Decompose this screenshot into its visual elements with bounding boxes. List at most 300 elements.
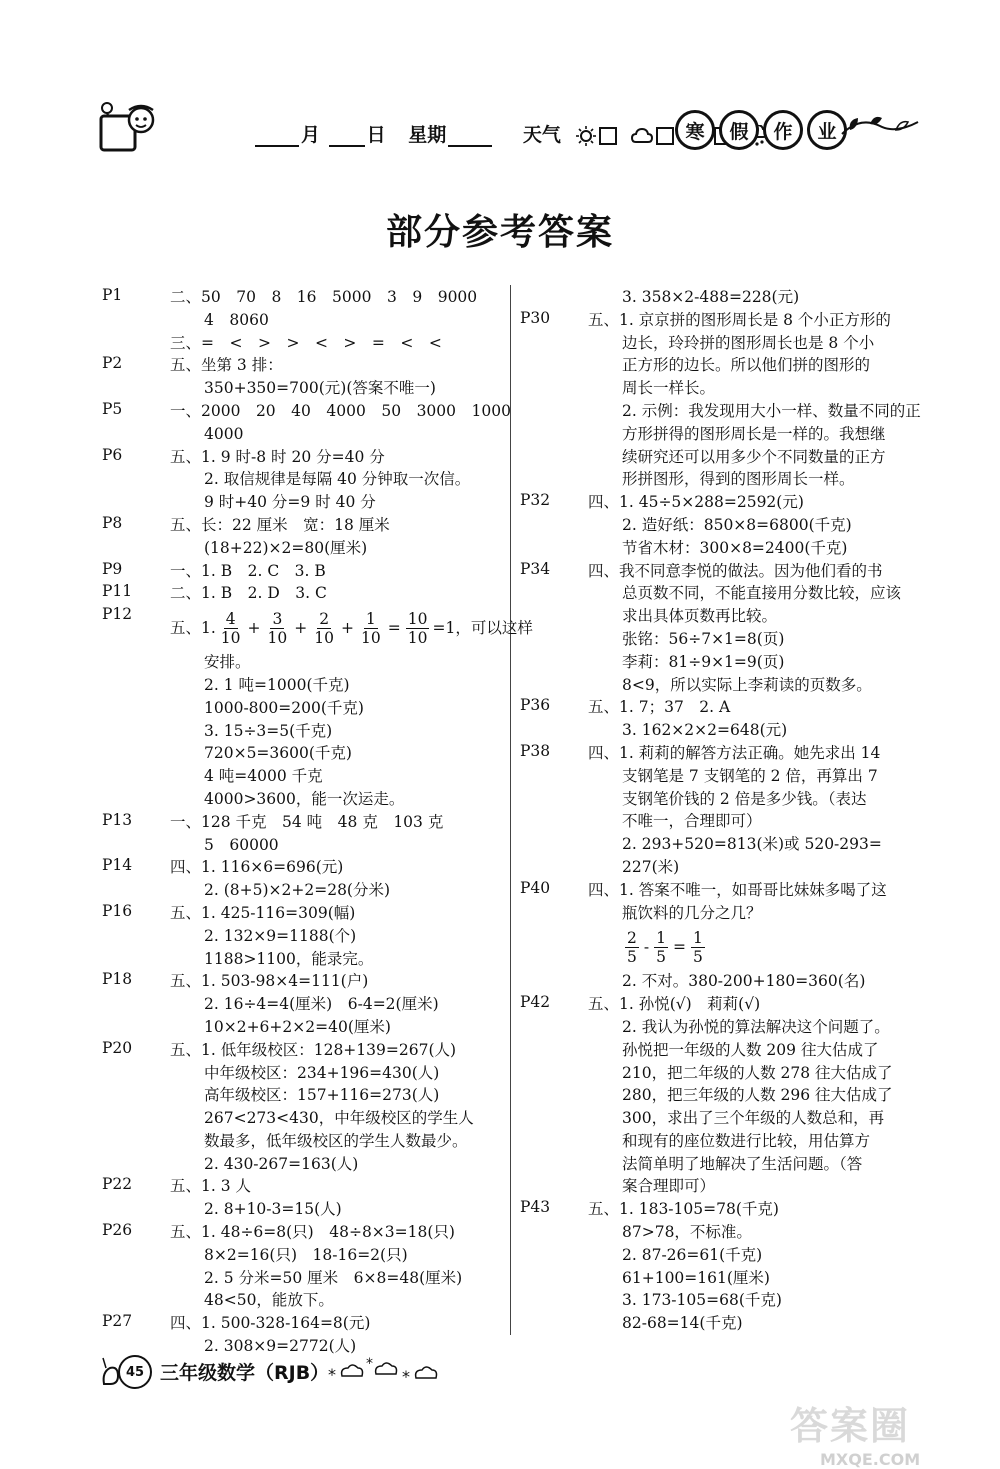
- page-ref: P18: [102, 970, 133, 989]
- answer-text: 五、1. 低年级校区：128+139=267(人): [170, 1040, 457, 1059]
- answer-entry: [102, 399, 511, 446]
- answer-line: [170, 286, 502, 309]
- answer-text: 227(米): [622, 857, 680, 876]
- answer-line: [170, 400, 511, 423]
- answer-line: [588, 560, 920, 583]
- fraction-denominator: 5: [693, 947, 703, 966]
- answer-line: [588, 651, 920, 674]
- answer-lines: [588, 1198, 920, 1335]
- answer-lines: [170, 970, 502, 1038]
- answer-text: 2. 132×9=1188(个): [204, 926, 357, 945]
- fraction-numerator: 4: [225, 609, 236, 628]
- answer-line: [170, 468, 502, 491]
- answer-line: [588, 810, 920, 833]
- answer-lines: [170, 1175, 502, 1221]
- answer-line: [170, 788, 533, 811]
- page-header: [95, 100, 925, 170]
- sunny-checkbox[interactable]: [599, 127, 617, 145]
- answer-text: 4000>3600，能一次运走。: [204, 789, 405, 808]
- answer-line: [588, 1130, 920, 1153]
- answer-line: [588, 332, 921, 355]
- answer-text: 2. 1 吨=1000(千克): [204, 675, 350, 694]
- answer-text: 87>78，不标准。: [622, 1223, 752, 1242]
- answer-line: [588, 605, 920, 628]
- answer-line: [170, 1039, 502, 1062]
- answer-lines: [170, 560, 502, 583]
- answer-lines: [588, 742, 920, 879]
- answer-line: [588, 286, 920, 309]
- answer-line: [588, 742, 920, 765]
- answer-entry: [102, 514, 502, 560]
- fraction-numerator: 1: [693, 928, 703, 947]
- page-ref: [520, 286, 588, 309]
- answer-line: [170, 948, 502, 971]
- answer-text: 2. 430-267=163(人): [204, 1154, 359, 1173]
- page-ref: P12: [102, 605, 133, 624]
- answer-line: [588, 491, 920, 514]
- page-number: 45: [118, 1355, 152, 1389]
- operator: +: [247, 619, 261, 638]
- answer-lines: [588, 286, 920, 309]
- answer-entry: [520, 742, 920, 879]
- page-title: 部分参考答案: [385, 211, 614, 253]
- answer-line: [588, 354, 921, 377]
- answer-text: 五、1. 183-105=78(千克): [588, 1200, 779, 1219]
- answer-line: [170, 1221, 502, 1244]
- answer-entry: [102, 902, 502, 970]
- answer-line: [588, 1016, 920, 1039]
- fraction-numerator: 10: [407, 609, 428, 628]
- answer-line: [170, 1016, 502, 1039]
- answer-lines: [588, 491, 920, 559]
- answer-line: [170, 742, 533, 765]
- answer-text: 2. 87-26=61(千克): [622, 1245, 763, 1264]
- sunny-icon: [576, 125, 596, 147]
- answer-line: [588, 582, 920, 605]
- answer-line: [170, 765, 533, 788]
- fraction-numerator: 2: [627, 928, 637, 947]
- page-ref: P1: [102, 286, 123, 304]
- answer-text: 支钢笔是 7 支钢笔的 2 倍，再算出 7: [622, 766, 878, 785]
- answer-text: 五、1. 425-116=309(幅): [170, 903, 356, 922]
- answer-text: 五、坐第 3 排：: [170, 356, 283, 375]
- answer-text: 四、1. 116×6=696(元): [170, 858, 344, 877]
- answer-text: 五、1. 48÷6=8(只) 48÷8×3=18(只): [170, 1223, 455, 1242]
- answer-text: 61+100=161(厘米): [622, 1268, 770, 1287]
- weather-label: 天气: [522, 124, 561, 146]
- answer-text: 方形拼得的图形周长是一样的。我想继: [622, 424, 886, 443]
- badge-char: 假: [719, 110, 759, 150]
- answer-line: [170, 1175, 502, 1198]
- answer-text: 2. 造好纸：850×8=6800(千克): [622, 515, 852, 534]
- answer-entry: [520, 1198, 920, 1335]
- fraction-numerator: 1: [365, 609, 376, 628]
- answer-line: [170, 902, 502, 925]
- answer-text: 五、1. 京京拼的图形周长是 8 个小正方形的: [588, 310, 891, 329]
- leaf-decoration-icon: [840, 112, 920, 142]
- answer-line: [588, 446, 921, 469]
- answer-text: 五、1. 孙悦(√) 莉莉(√): [588, 995, 761, 1014]
- answer-line: [588, 537, 920, 560]
- answer-line: [170, 697, 533, 720]
- answer-line: [170, 491, 502, 514]
- answer-text: 720×5=3600(千克): [204, 744, 352, 763]
- answer-text: 一、1. B 2. C 3. B: [170, 561, 326, 580]
- answer-line: [588, 1084, 920, 1107]
- answer-lines: [170, 811, 502, 857]
- page-ref: P22: [102, 1175, 133, 1194]
- fraction: [266, 610, 290, 647]
- answer-line: [170, 993, 502, 1016]
- answer-text: 300，求出了三个年级的人数总和，再: [622, 1109, 885, 1128]
- answer-text: 一、2000 20 40 4000 50 3000 1000: [170, 401, 511, 420]
- answer-line: [588, 1107, 920, 1130]
- fraction-denominator: 5: [627, 947, 637, 966]
- answer-text: 48<50，能放下。: [204, 1291, 334, 1310]
- month-label: 月: [301, 124, 321, 146]
- answer-text: 和现有的座位数进行比较，用估算方: [622, 1131, 871, 1150]
- answer-text: 2. 308×9=2772(人): [204, 1337, 357, 1356]
- answer-text: 2. 我认为孙悦的算法解决这个问题了。: [622, 1017, 890, 1036]
- page-ref: P20: [102, 1038, 133, 1057]
- fraction-suffix: =1，可以这样: [432, 619, 533, 638]
- answer-text: 周长一样长。: [622, 379, 716, 398]
- day-label: 日: [366, 124, 386, 146]
- weekday-blank[interactable]: [448, 127, 492, 147]
- answer-text: 高年级校区：157+116=273(人): [204, 1086, 440, 1105]
- cloud-star-decoration-icon: [328, 1356, 458, 1386]
- answer-entry: [520, 309, 920, 491]
- answer-text: 8×2=16(只) 18-16=2(只): [204, 1245, 408, 1264]
- answer-line: [588, 468, 921, 491]
- answer-text: 4 吨=4000 千克: [204, 767, 323, 786]
- answer-line: [588, 879, 920, 902]
- answer-entry: [102, 560, 502, 583]
- answer-line: [170, 1084, 502, 1107]
- answer-line: [588, 788, 920, 811]
- answer-text: 3. 15÷3=5(千克): [204, 721, 333, 740]
- page-ref: P26: [102, 1221, 133, 1240]
- answer-line: [588, 993, 920, 1016]
- answer-entry: [102, 582, 502, 605]
- answer-text: 二、1. B 2. D 3. C: [170, 584, 327, 603]
- answer-text: 三、= < > > < > = < <: [170, 333, 442, 352]
- answer-line: [170, 1130, 502, 1153]
- answer-lines: [588, 560, 920, 697]
- answer-text: 2. 不对。380-200+180=360(名): [622, 972, 866, 991]
- fraction-numerator: 1: [656, 928, 666, 947]
- fraction-line: [588, 924, 920, 970]
- operator: +: [294, 619, 308, 638]
- answer-line: [170, 537, 502, 560]
- snail-icon: [100, 1354, 120, 1390]
- fraction-prefix: 五、1.: [170, 619, 216, 638]
- child-with-sign-icon: [95, 100, 157, 162]
- badge-char: 作: [763, 110, 803, 150]
- page-ref: P36: [520, 696, 551, 715]
- answer-line: [588, 1175, 920, 1198]
- answer-text: 2. (8+5)×2+2=28(分米): [204, 881, 391, 900]
- answer-text: 四、1. 45÷5×288=2592(元): [588, 493, 804, 512]
- answer-text: 5 60000: [204, 835, 279, 854]
- answer-line: [588, 674, 920, 697]
- answer-line: [588, 1039, 920, 1062]
- answer-line: [588, 1153, 920, 1176]
- page-ref: P42: [520, 993, 551, 1012]
- answer-line: [588, 1198, 920, 1221]
- fraction-numerator: 3: [272, 609, 283, 628]
- cloudy-icon: [631, 125, 653, 147]
- answer-line: [170, 1267, 502, 1290]
- answer-line: [588, 902, 920, 925]
- answer-line: [170, 309, 502, 332]
- answer-line: [170, 582, 502, 605]
- answer-text: 3. 173-105=68(千克): [622, 1291, 782, 1310]
- day-blank[interactable]: [329, 127, 365, 147]
- answer-lines: [170, 902, 502, 970]
- answer-line: [170, 1153, 502, 1176]
- answer-text: 267<273<430，中年级校区的学生人: [204, 1109, 474, 1128]
- cloudy-checkbox[interactable]: [656, 127, 674, 145]
- answer-line: [588, 970, 920, 993]
- operator: =: [387, 619, 401, 638]
- fraction: [406, 610, 430, 647]
- answer-text: 3. 358×2-488=228(元): [622, 288, 800, 306]
- answer-entry: [520, 491, 920, 559]
- answer-lines: [588, 309, 921, 491]
- answer-line: [170, 446, 502, 469]
- answer-line: [588, 1244, 920, 1267]
- answer-text: 法简单明了地解决了生活问题。（答: [622, 1154, 863, 1173]
- fraction-denominator: 10: [220, 628, 241, 647]
- page-ref: P9: [102, 559, 123, 578]
- answer-text: 求出具体页数再比较。: [622, 607, 778, 626]
- answer-text: 四、1. 答案不唯一，如哥哥比妹妹多喝了这: [588, 880, 887, 899]
- page-ref: P2: [102, 354, 123, 373]
- answer-line: [170, 377, 502, 400]
- answer-text: 支钢笔价钱的 2 倍是多少钱。（表达: [622, 789, 867, 808]
- answer-text: 8<9，所以实际上李莉读的页数多。: [622, 675, 872, 694]
- svg-text:*: *: [402, 1367, 410, 1386]
- answer-line: [588, 719, 920, 742]
- page-ref: P14: [102, 856, 133, 875]
- answer-text: 四、1. 莉莉的解答方法正确。她先求出 14: [588, 743, 881, 762]
- weekday-label: 星期: [408, 124, 447, 146]
- fraction: [359, 610, 383, 647]
- page-ref: P40: [520, 878, 551, 897]
- month-blank[interactable]: [255, 127, 299, 147]
- answer-line: [170, 856, 502, 879]
- answer-text: 张铭：56÷7×1=8(页): [622, 629, 785, 648]
- watermark-logo: [790, 1395, 990, 1469]
- answer-line: [588, 1062, 920, 1085]
- answer-text: 五、1. 3 人: [170, 1177, 252, 1196]
- fraction: [654, 929, 668, 966]
- answer-entry: [102, 811, 502, 857]
- answer-entry: [102, 1039, 502, 1176]
- page-ref: P6: [102, 445, 123, 464]
- answer-entry: [102, 354, 502, 400]
- answer-line: [588, 377, 921, 400]
- answer-text: 中年级校区：234+196=430(人): [204, 1063, 440, 1082]
- answer-lines: [170, 286, 502, 354]
- fraction-line: [170, 605, 533, 651]
- answer-text: 一、128 千克 54 吨 48 克 103 克: [170, 812, 444, 831]
- page-ref: P38: [520, 741, 551, 760]
- answer-entry: [102, 970, 502, 1038]
- watermark-url: MXQE.COM: [820, 1450, 921, 1469]
- answer-line: [170, 514, 502, 537]
- answer-text: 数最多，低年级校区的学生人数最少。: [204, 1131, 468, 1150]
- page-ref: P16: [102, 901, 133, 920]
- operator: =: [673, 938, 686, 957]
- answer-text: 2. 8+10-3=15(人): [204, 1200, 342, 1219]
- fraction-denominator: 10: [361, 628, 381, 647]
- answers-right-column: [520, 286, 920, 1335]
- answer-line: [588, 423, 921, 446]
- answer-entry: [102, 1221, 502, 1312]
- answer-text: 五、1. 503-98×4=111(户): [170, 972, 369, 991]
- answer-line: [588, 856, 920, 879]
- answer-line: [170, 879, 502, 902]
- answer-text: 3. 162×2×2=648(元): [622, 721, 788, 740]
- answer-text: 280，把三年级的人数 296 往大估成了: [622, 1086, 893, 1105]
- answer-lines: [170, 856, 502, 902]
- answer-line: [170, 811, 502, 834]
- answer-text: 2. 293+520=813(米)或 520-293=: [622, 835, 882, 854]
- answer-text: 210，把二年级的人数 278 往大估成了: [622, 1063, 893, 1082]
- answer-text: 4000: [204, 424, 244, 443]
- page-ref: P13: [102, 810, 133, 829]
- answer-entry: [102, 856, 502, 902]
- answer-text: 1188>1100，能录完。: [204, 949, 374, 968]
- answer-line: [588, 696, 920, 719]
- answer-line: [170, 423, 511, 446]
- answer-line: [170, 1289, 502, 1312]
- answer-text: 四、1. 500-328-164=8(元): [170, 1314, 371, 1333]
- answer-line: [170, 834, 502, 857]
- page-ref: P43: [520, 1198, 551, 1217]
- answer-entry: [102, 1175, 502, 1221]
- answer-line: [170, 1312, 502, 1335]
- fraction-denominator: 10: [407, 628, 428, 647]
- answers-left-column: [102, 286, 533, 1358]
- answer-lines: [170, 446, 502, 514]
- answer-line: [170, 651, 533, 674]
- badge-char: 业: [807, 110, 847, 150]
- answer-text: (18+22)×2=80(厘米): [204, 538, 368, 557]
- answer-lines: [170, 582, 502, 605]
- answer-lines: [170, 1039, 502, 1176]
- answer-line: [588, 309, 921, 332]
- answer-text: 9 时+40 分=9 时 40 分: [204, 493, 376, 512]
- answer-text: 边长，玲玲拼的图形周长也是 8 个小: [622, 333, 875, 352]
- page-ref: P8: [102, 513, 123, 532]
- fraction-denominator: 10: [267, 628, 288, 647]
- answer-entry: [102, 605, 533, 811]
- operator: +: [341, 619, 354, 638]
- answer-line: [170, 332, 502, 355]
- answer-text: 不唯一，合理即可）: [622, 812, 762, 831]
- answer-lines: [170, 514, 502, 560]
- answer-line: [170, 354, 502, 377]
- answer-lines: [170, 400, 511, 446]
- page-ref: P5: [102, 399, 123, 418]
- answer-line: [170, 720, 533, 743]
- answer-text: 节省木材：300×8=2400(千克): [622, 538, 848, 557]
- answer-text: 二、50 70 8 16 5000 3 9 9000: [170, 288, 478, 306]
- answer-line: [588, 1312, 920, 1335]
- fraction-denominator: 10: [314, 628, 334, 647]
- answer-text: 4 8060: [204, 310, 269, 329]
- answer-lines: [588, 879, 920, 993]
- answer-text: 2. 取信规律是每隔 40 分钟取一次信。: [204, 470, 471, 489]
- answer-entry: [520, 879, 920, 993]
- answer-text: 正方形的边长。所以他们拼的图形的: [622, 356, 871, 375]
- answer-text: 2. 16÷4=4(厘米) 6-4=2(厘米): [204, 995, 439, 1014]
- answer-lines: [588, 993, 920, 1198]
- page-ref: P30: [520, 308, 551, 327]
- answer-line: [170, 674, 533, 697]
- answer-line: [588, 1289, 920, 1312]
- watermark-title: 答案圈: [790, 1404, 911, 1448]
- fraction: [691, 929, 705, 966]
- page-footer: [100, 1352, 520, 1392]
- winter-homework-badge: [675, 110, 847, 150]
- page-ref: P32: [520, 491, 551, 510]
- answer-text: 1000-800=200(千克): [204, 698, 364, 717]
- answer-lines: [170, 354, 502, 400]
- answer-lines: [170, 605, 533, 811]
- answer-text: 孙悦把一年级的人数 209 往大估成了: [622, 1040, 879, 1059]
- answer-text: 82-68=14(千克): [622, 1314, 743, 1333]
- badge-char: 寒: [675, 110, 715, 150]
- answer-lines: [588, 696, 920, 742]
- answer-text: 2. 5 分米=50 厘米 6×8=48(厘米): [204, 1268, 463, 1287]
- answer-line: [588, 833, 920, 856]
- page-ref: P11: [102, 582, 133, 601]
- page-ref: P34: [520, 559, 551, 578]
- subject-label: 三年级数学（RJB）: [160, 1362, 330, 1384]
- answer-line: [170, 970, 502, 993]
- answer-text: 李莉：81÷9×1=9(页): [622, 652, 785, 671]
- answer-entry: [102, 286, 502, 354]
- answer-line: [588, 1267, 920, 1290]
- answer-entry: [520, 696, 920, 742]
- answer-text: 形拼图形，得到的图形周长一样。: [622, 470, 855, 489]
- operator: -: [643, 938, 650, 957]
- fraction-denominator: 5: [656, 947, 666, 966]
- fraction: [625, 929, 639, 966]
- answer-text: 四、我不同意李悦的做法。因为他们看的书: [588, 561, 883, 580]
- svg-text:*: *: [366, 1356, 373, 1372]
- answer-text: 续研究还可以用多少个不同数量的正方: [622, 447, 886, 466]
- answer-line: [588, 400, 921, 423]
- answer-line: [170, 1244, 502, 1267]
- answer-line: [170, 1107, 502, 1130]
- answer-entry: [520, 560, 920, 697]
- answer-text: 五、1. 7；37 2. A: [588, 698, 731, 717]
- answer-entry: [520, 286, 920, 309]
- answer-text: 总页数不同，不能直接用分数比较，应该: [622, 584, 902, 603]
- answer-text: 五、1. 9 时-8 时 20 分=40 分: [170, 447, 385, 466]
- answer-line: [588, 1221, 920, 1244]
- fraction: [312, 610, 336, 647]
- answer-line: [170, 1198, 502, 1221]
- answer-text: 350+350=700(元)(答案不唯一): [204, 379, 436, 398]
- fraction-numerator: 2: [319, 609, 330, 628]
- answer-text: 10×2+6+2×2=40(厘米): [204, 1017, 391, 1036]
